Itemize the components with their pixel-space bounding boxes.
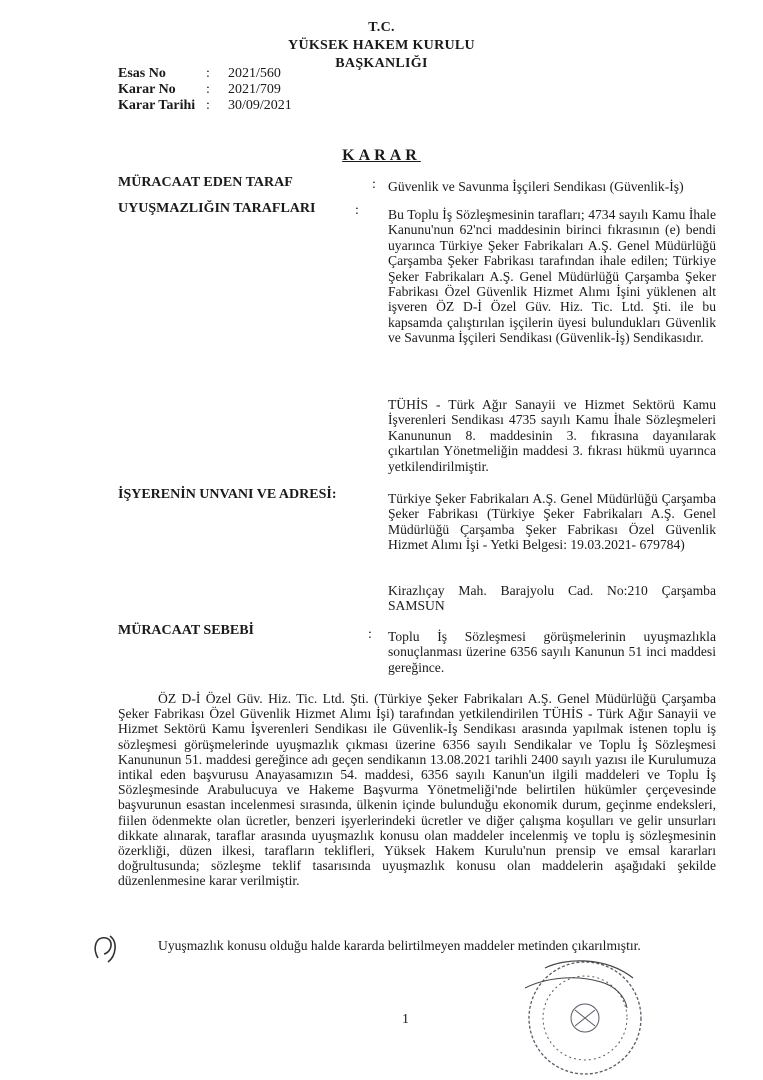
header-department: BAŞKANLIĞI <box>335 56 428 71</box>
meta-value: 2021/709 <box>228 82 281 97</box>
applicant-value: Güvenlik ve Savunma İşçileri Sendikası (Güvenlik-İş) <box>388 179 684 194</box>
parties-value-2: TÜHİS - Türk Ağır Sanayii ve Hizmet Sektörü Kamu İşverenleri Sendikası 4735 sayılı Kamu İhale Sözleşmeleri Kanununun 8. maddesinin 3. fıkrasına dayanılarak çıkartılan Yönetmeliğin maddesi 3. fıkrası hükmü uyarınca yetkilendirilmiştir. <box>388 397 716 474</box>
employer-value-1: Türkiye Şeker Fabrikaları A.Ş. Genel Müdürlüğü Çarşamba Şeker Fabrikası (Türkiye Şeker Fabrikaları A.Ş. Genel Müdürlüğü Çarşamba Şeker Fabrikası Özel Güvenlik Hizmet Alımı İşi - Yetki Belgesi: 19.03.2021- 679784) <box>388 491 716 553</box>
document-title: KARAR <box>342 147 421 164</box>
meta-label: Karar No <box>118 82 176 97</box>
decision-note: Uyuşmazlık konusu olduğu halde kararda belirtilmeyen maddeler metinden çıkarılmıştır. <box>158 938 641 953</box>
header-tc: T.C. <box>368 20 395 35</box>
header-institution: YÜKSEK HAKEM KURULU <box>288 38 475 53</box>
parties-label: UYUŞMAZLIĞIN TARAFLARI <box>118 201 316 216</box>
page-number: 1 <box>402 1012 409 1027</box>
meta-value: 2021/560 <box>228 66 281 81</box>
official-stamp-icon <box>505 948 655 1078</box>
reason-value: Toplu İş Sözleşmesi görüşmelerinin uyuşmazlıkla sonuçlanması üzerine 6356 sayılı Kanunun 51 inci maddesi gereğince. <box>388 629 716 675</box>
employer-address: Kirazlıçay Mah. Barajyolu Cad. No:210 Çarşamba SAMSUN <box>388 583 716 614</box>
parties-value-1: Bu Toplu İş Sözleşmesinin tarafları; 4734 sayılı Kamu İhale Kanunu'nun 62'nci maddesinin birinci fıkrasının (e) bendi uyarınca Türkiye Şeker Fabrikaları A.Ş. Genel Müdürlüğü Çarşamba Şeker Fabrikası tarafından ihale edilen; Türkiye Şeker Fabrikaları A.Ş. Genel Müdürlüğü Çarşamba Şeker Fabrikası Özel Güvenlik Hizmet Alımı İşini yüklenen alt işveren ÖZ D-İ Özel Güv. Hiz. Tic. Ltd. Şti. ile bu kapsamda çalıştırılan işçilerin üyesi bulundukları Güvenlik ve Savunma İşçileri Sendikası (Güvenlik-İş) Sendikasıdır. <box>388 207 716 346</box>
meta-row-esas: Esas No : 2021/560 <box>118 66 281 81</box>
meta-value: 30/09/2021 <box>228 98 292 113</box>
reason-label: MÜRACAAT SEBEBİ <box>118 623 255 638</box>
meta-row-date: Karar Tarihi : 30/09/2021 <box>118 98 292 113</box>
case-meta <box>118 66 292 114</box>
meta-row-karar: Karar No : 2021/709 <box>118 82 281 97</box>
meta-label: Esas No <box>118 66 166 81</box>
meta-label: Karar Tarihi <box>118 98 196 113</box>
decision-paragraph: ÖZ D-İ Özel Güv. Hiz. Tic. Ltd. Şti. (Türkiye Şeker Fabrikaları A.Ş. Genel Müdürlüğü Çarşamba Şeker Fabrikası Özel Güvenlik Hizmet Alımı İşi) tarafından yetkilendirilen TÜHİS - Türk Ağır Sanayii ve Hizmet Sektörü Kamu İşverenleri Sendikası ile Güvenlik-İş Sendikası arasında yapılmak istenen toplu iş sözleşmesi görüşmelerinde uyuşmazlık çıkması üzerine 6356 sayılı Sendikalar ve Toplu İş Sözleşmesi Kanununun 51. maddesi gereğince adı geçen sendikanın 13.08.2021 tarihli 2400 sayılı yazısı ile Kurulumuza intikal eden başvurusu Anayasamızın 54. maddesi, 6356 sayılı Kanun'un ilgili maddeleri ve Toplu İş Sözleşmesinde Arabulucuya ve Hakeme Başvurma Yönetmeliği'nde belirtilen hükümler çerçevesinde başvurunun esastan incelenmesi sırasında, ülkenin içinde bulunduğu ekonomik durum, geçinme endeksleri, fiilen ödenmekte olan ücretler, benzeri işyerlerindeki ücretler ve diğer çalışma koşulları ve gelir unsurları dikkate alınarak, taraflar arasında uyuşmazlık konusu olan maddeler incelenmiş ve toplu iş sözleşmesinin özerkliği, düzen ilkesi, tarafların teklifleri, Yüksek Hakem Kurulu'nun prensip ve emsal kararları doğrultusunda; sözleşme teklif tasarısında uyuşmazlık konusu olan maddelerin aşağıdaki şekilde düzenlenmesine karar verilmiştir. <box>118 691 716 889</box>
applicant-label: MÜRACAAT EDEN TARAF <box>118 175 293 190</box>
handwritten-mark-icon <box>88 928 128 968</box>
employer-label: İŞYERENİN UNVANI VE ADRESİ: <box>118 487 337 502</box>
